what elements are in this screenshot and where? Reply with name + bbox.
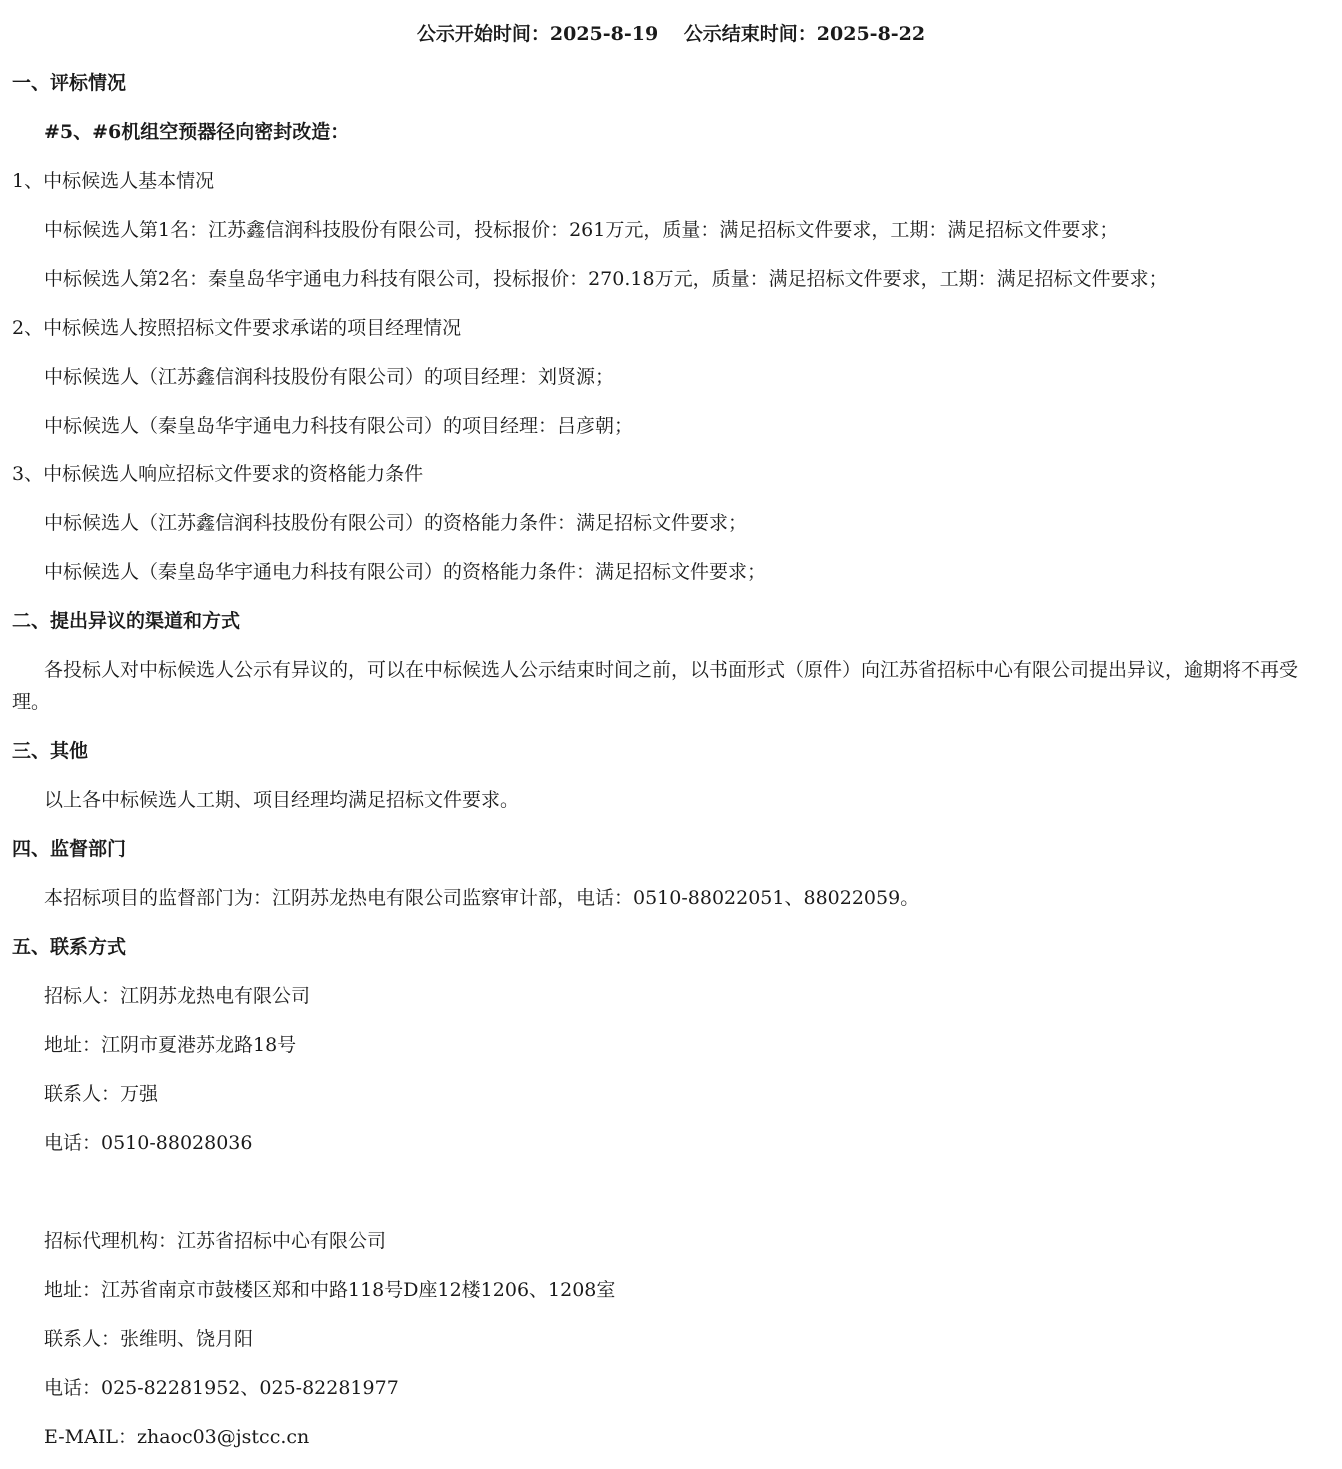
subsection-title-qualifications: 3、中标候选人响应招标文件要求的资格能力条件 <box>12 463 424 485</box>
manager-2: 中标候选人（秦皇岛华宇通电力科技有限公司）的项目经理：吕彦朝； <box>44 415 634 437</box>
qualification-2: 中标候选人（秦皇岛华宇通电力科技有限公司）的资格能力条件：满足招标文件要求； <box>44 561 767 583</box>
agency-contact: 联系人：张维明、饶月阳 <box>44 1328 254 1350</box>
agency-address: 地址：江苏省南京市鼓楼区郑和中路118号D座12楼1206、1208室 <box>44 1279 616 1301</box>
candidate-1: 中标候选人第1名：江苏鑫信润科技股份有限公司，投标报价：261万元，质量：满足招标文件要求，工期：满足招标文件要求； <box>44 219 1119 241</box>
qualification-1: 中标候选人（江苏鑫信润科技股份有限公司）的资格能力条件：满足招标文件要求； <box>44 512 748 534</box>
section-title-other: 三、其他 <box>12 740 89 762</box>
subsection-title-managers: 2、中标候选人按照招标文件要求承诺的项目经理情况 <box>12 317 462 339</box>
objection-text: 各投标人对中标候选人公示有异议的，可以在中标候选人公示结束时间之前，以书面形式（原件）向江苏省招标中心有限公司提出异议，逾期将不再受理。 <box>12 659 1299 713</box>
candidate-2: 中标候选人第2名：秦皇岛华宇通电力科技有限公司，投标报价：270.18万元，质量：满足招标文件要求，工期：满足招标文件要求； <box>44 268 1168 290</box>
tenderer-phone: 电话：0510-88028036 <box>44 1132 253 1154</box>
project-name: #5、#6机组空预器径向密封改造： <box>44 121 350 143</box>
agency-email[interactable]: E-MAIL：zhaoc03@jstcc.cn <box>44 1426 310 1448</box>
manager-1: 中标候选人（江苏鑫信润科技股份有限公司）的项目经理：刘贤源； <box>44 366 615 388</box>
subsection-title-candidates: 1、中标候选人基本情况 <box>12 170 215 192</box>
section-title-evaluation: 一、评标情况 <box>12 72 127 94</box>
publish-period: 公示开始时间：2025-8-19 公示结束时间：2025-8-22 <box>416 23 926 45</box>
agency-name: 招标代理机构：江苏省招标中心有限公司 <box>44 1230 387 1252</box>
section-title-objection: 二、提出异议的渠道和方式 <box>12 610 241 632</box>
tenderer-address: 地址：江阴市夏港苏龙路18号 <box>44 1034 297 1056</box>
section-title-contact: 五、联系方式 <box>12 936 127 958</box>
agency-phone: 电话：025-82281952、025-82281977 <box>44 1377 399 1399</box>
other-text: 以上各中标候选人工期、项目经理均满足招标文件要求。 <box>44 789 520 811</box>
supervision-text: 本招标项目的监督部门为：江阴苏龙热电有限公司监察审计部，电话：0510-88022051、88022059。 <box>44 887 920 909</box>
section-title-supervision: 四、监督部门 <box>12 838 127 860</box>
tenderer-contact: 联系人：万强 <box>44 1083 159 1105</box>
tenderer-name: 招标人：江阴苏龙热电有限公司 <box>44 985 311 1007</box>
